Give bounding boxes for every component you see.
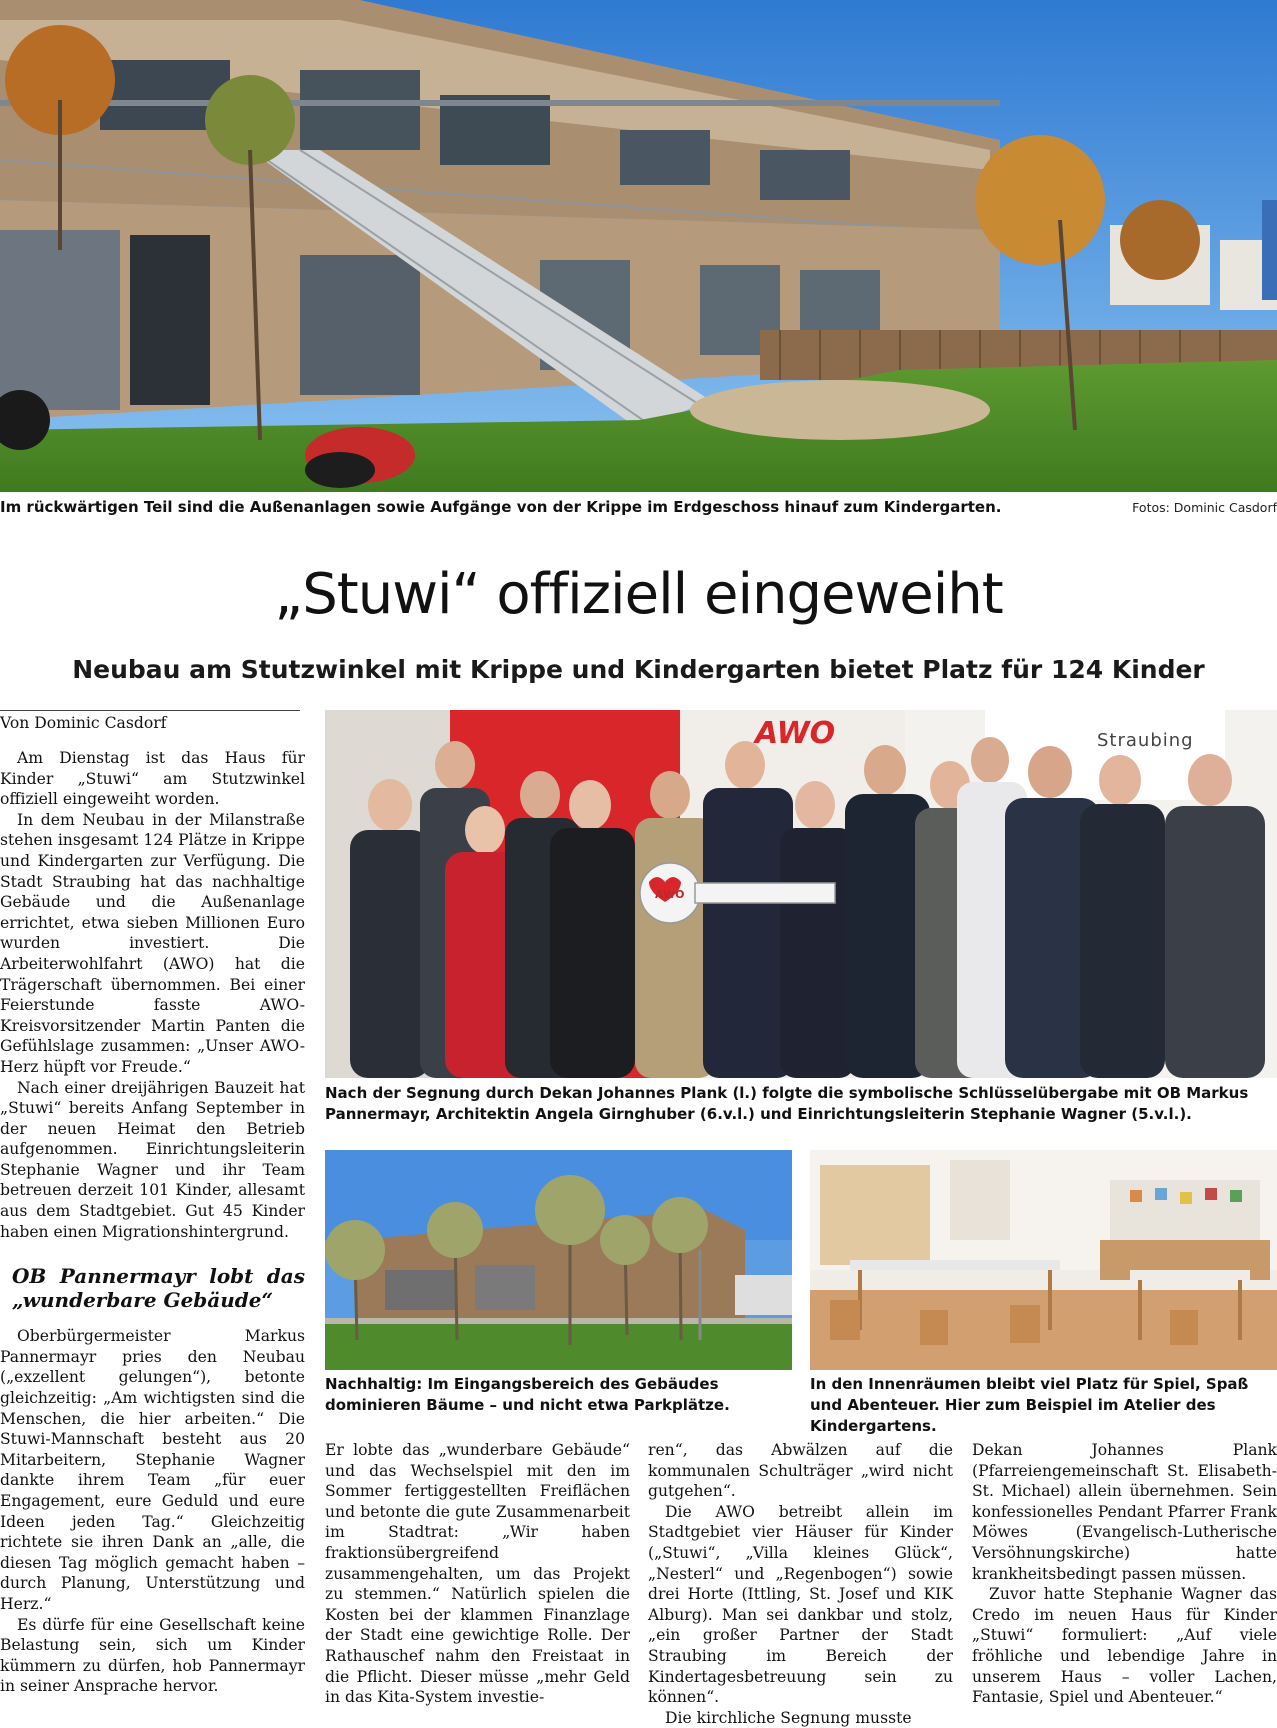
- paragraph: Nach einer dreijährigen Bauzeit hat „Stuwi“ bereits Anfang September in der neuen Heimat den Betrieb aufgenommen. Einrichtungsleiterin Stephanie Wagner und ihr Team betreuen derzeit 101 Kinder, allesamt aus dem Stadtgebiet. Gut 45 Kinder haben einen Migrationshintergrund.: [0, 1078, 305, 1241]
- subheading: OB Pannermayr lobt das „wunderbare Gebäude“: [12, 1264, 305, 1313]
- paragraph: Es dürfe für eine Gesellschaft keine Belastung sein, sich um Kinder kümmern zu dürfen, hob Pannermayr in seiner Ansprache hervor.: [0, 1615, 305, 1696]
- byline-rule: [0, 710, 300, 711]
- subtitle: Neubau am Stutzwinkel mit Krippe und Kindergarten bietet Platz für 124 Kinder: [72, 655, 1205, 684]
- key-label: AWO: [655, 888, 685, 901]
- paragraph: Am Dienstag ist das Haus für Kinder „Stuwi“ am Stutzwinkel offiziell eingeweiht worden.: [0, 749, 305, 809]
- column-4: [972, 1440, 1277, 1708]
- byline: Von Dominic Casdorf: [0, 714, 167, 732]
- top-photo-caption: Im rückwärtigen Teil sind die Außenanlagen sowie Aufgänge von der Krippe im Erdgeschoss hinauf zum Kindergarten.: [0, 498, 1002, 516]
- interior-photo: [810, 1150, 1277, 1370]
- paragraph: Er lobte das „wunderbare Gebäude“ und das Wechselspiel mit den im Sommer fertiggestellten Freiflächen und betonte die gute Zusammenarbeit im Stadtrat: „Wir haben fraktionsübergreifend zusammengehalten, um das Projekt zu stemmen.“ Natürlich spielen die Kosten bei der klammen Finanzlage der Stadt eine gewichtige Rolle. Der Rathauschef nahm den Freistaat in die Pflicht. Dieser müsse „mehr Geld in das Kita-System investie-: [325, 1441, 630, 1707]
- headline: „Stuwi“ offiziell eingeweiht: [274, 562, 1003, 627]
- awo-banner-straubing: Straubing: [1097, 730, 1194, 751]
- photo-credit: Fotos: Dominic Casdorf: [1132, 500, 1277, 515]
- exterior-photo: [325, 1150, 792, 1370]
- paragraph: In dem Neubau in der Milanstraße stehen insgesamt 124 Plätze in Krippe und Kindergarten zur Verfügung. Die Stadt Straubing hat das nachhaltige Gebäude und die Außenanlage errichtet, etwa sieben Millionen Euro wurden investiert. Die Arbeiterwohlfahrt (AWO) hat die Trägerschaft übernommen. Bei einer Feierstunde fasste AWO-Kreisvorsitzender Martin Panten die Gefühlslage zusammen: „Unser AWO-Herz hüpft vor Freude.“: [0, 810, 305, 1076]
- column-3: [648, 1440, 953, 1728]
- paragraph: Dekan Johannes Plank (Pfarreiengemeinschaft St. Elisabeth-St. Michael) allein übernehmen. Sein konfessionelles Pendant Pfarrer Frank Möwes (Evangelisch-Lutherische Versöhnungskirche) hatte krankheitsbedingt passen müssen.: [972, 1441, 1277, 1583]
- awo-banner-logo: AWO: [755, 716, 836, 751]
- group-photo: [325, 710, 1277, 1078]
- paragraph: Die kirchliche Segnung musste: [665, 1708, 912, 1727]
- paragraph: Zuvor hatte Stephanie Wagner das Credo im neuen Haus für Kinder „Stuwi“ formuliert: „Auf viele fröhliche und lebendige Jahre in unserem Haus – voller Lachen, Fantasie, Spiel und Abenteuer.“: [972, 1585, 1277, 1707]
- group-photo-caption: Nach der Segnung durch Dekan Johannes Plank (l.) folgte die symbolische Schlüsselübergabe mit OB Markus Pannermayr, Architektin Angela Girnghuber (6.v.l.) und Einrichtungsleiterin Stephanie Wagner (5.v.l.).: [325, 1084, 1249, 1123]
- column-1: [0, 748, 305, 1697]
- building-entrance-image: [325, 1150, 792, 1370]
- top-building-photo: [0, 0, 1277, 492]
- paragraph: Die AWO betreibt allein im Stadtgebiet vier Häuser für Kinder („Stuwi“, „Villa kleines Glück“, „Nesterl“ und „Regenbogen“) sowie drei Horte (Ittling, St. Josef und KIK Alburg). Man sei dankbar und stolz, „ein großer Partner der Stadt Straubing im Bereich der Kindertagesbetreuung sein zu können“.: [648, 1502, 953, 1707]
- column-2: [325, 1440, 630, 1708]
- atelier-interior-image: [810, 1150, 1277, 1370]
- building-backyard-image: [0, 0, 1277, 492]
- exterior-photo-caption: Nachhaltig: Im Eingangsbereich des Gebäudes dominieren Bäume – und nicht etwa Parkplätze.: [325, 1375, 730, 1414]
- interior-photo-caption: In den Innenräumen bleibt viel Platz für Spiel, Spaß und Abenteuer. Hier zum Beispiel im Atelier des Kindergartens.: [810, 1375, 1249, 1435]
- paragraph: ren“, das Abwälzen auf die kommunalen Schulträger „wird nicht gutgehen“.: [648, 1441, 953, 1501]
- key-handover-image: [325, 710, 1277, 1078]
- paragraph: Oberbürgermeister Markus Pannermayr pries den Neubau („exzellent gelungen“), betonte gleichzeitig: „Am wichtigsten sind die Menschen, die hier arbeiten.“ Die Stuwi-Mannschaft besteht aus 20 Mitarbeitern, Stephanie Wagner dankte ihrem Team „für euer Engagement, eure Geduld und eure Ideen jeden Tag.“ Gleichzeitig richtete sie ihren Dank an „alle, die diesen Tag möglich gemacht haben – durch Planung, Unterstützung und Herz.“: [0, 1327, 305, 1613]
